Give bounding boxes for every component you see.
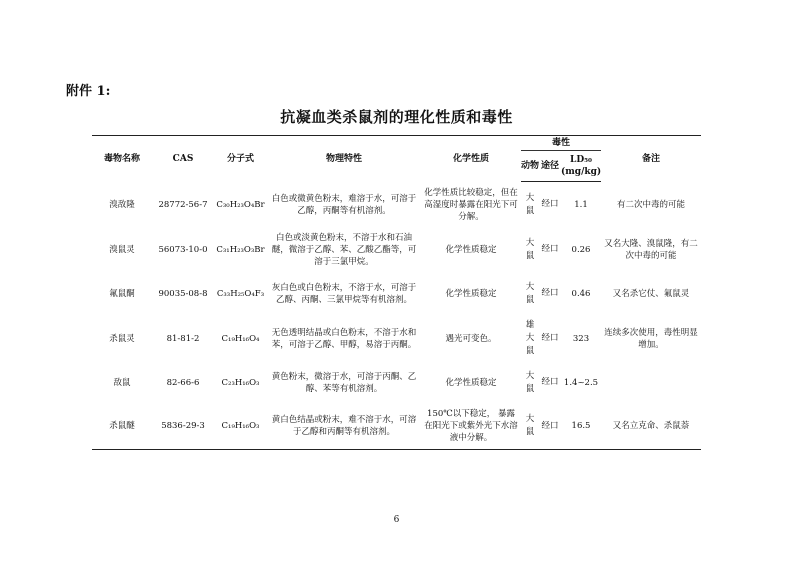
table-row bbox=[92, 228, 701, 272]
header-physical: 物理特性 bbox=[267, 136, 421, 182]
header-ld50: LD₅₀ bbox=[569, 155, 593, 165]
cell-formula: C₁₉H₁₆O₄ bbox=[221, 333, 260, 344]
cell-route: 经口 bbox=[541, 377, 559, 387]
cell-physical: 白色或淡黄色粉末，不溶于水和石油醚，微溶于乙醇、苯、乙酸乙酯等，可溶于三氯甲烷。 bbox=[271, 232, 417, 267]
cell-route: 经口 bbox=[541, 288, 559, 298]
header-animal: 动物 bbox=[521, 151, 539, 182]
cell-chemical: 化学性质稳定 bbox=[445, 244, 497, 255]
cell-route: 经口 bbox=[541, 199, 559, 210]
header-ld50-unit: (mg/kg) bbox=[561, 167, 602, 177]
cell-physical: 灰白色或白色粉末，不溶于水，可溶于乙醇、丙酮、三氯甲烷等有机溶剂。 bbox=[271, 282, 417, 305]
table-row bbox=[92, 404, 701, 450]
cell-animal: 大鼠 bbox=[525, 281, 535, 305]
cell-ld50: 16.5 bbox=[561, 404, 601, 450]
cell-name: 氟鼠酮 bbox=[109, 288, 135, 299]
cell-chemical: 150℃以下稳定， 暴露在阳光下或紫外光下水溶液中分解。 bbox=[421, 404, 521, 450]
cell-formula: C₂₃H₁₆O₃ bbox=[221, 377, 260, 388]
header-cas: CAS bbox=[152, 136, 214, 182]
cell-name: 溴敌隆 bbox=[109, 199, 135, 210]
header-toxicity: 毒性 bbox=[521, 136, 601, 151]
cell-physical: 白色或微黄色粉末，难溶于水，可溶于乙醇，丙酮等有机溶剂。 bbox=[271, 193, 417, 216]
cell-route: 经口 bbox=[539, 404, 561, 450]
cell-chemical: 遇光可变色。 bbox=[445, 333, 497, 344]
table-row bbox=[92, 316, 701, 362]
cell-remarks bbox=[601, 362, 701, 404]
cell-cas: 56073-10-0 bbox=[158, 244, 208, 255]
header-route: 途径 bbox=[539, 151, 561, 182]
cell-route: 经口 bbox=[541, 244, 559, 254]
cell-physical: 黄色粉末，微溶于水，可溶于丙酮、乙醇、苯等有机溶剂。 bbox=[271, 371, 417, 394]
cell-animal: 雄大鼠 bbox=[525, 320, 535, 356]
document-title: 抗凝血类杀鼠剂的理化性质和毒性 bbox=[280, 108, 513, 126]
cell-formula: C₃₃H₂₅O₄F₃ bbox=[216, 288, 265, 299]
cell-cas: 5836-29-3 bbox=[152, 404, 214, 450]
cell-animal: 大鼠 bbox=[525, 370, 535, 394]
cell-chemical: 化学性质稳定 bbox=[445, 288, 497, 299]
header-chemical: 化学性质 bbox=[421, 136, 521, 182]
cell-physical: 黄白色结晶或粉末，难不溶于水，可溶于乙醇和丙酮等有机溶剂。 bbox=[267, 404, 421, 450]
toxicity-table bbox=[92, 135, 701, 450]
cell-chemical: 化学性质稳定 bbox=[445, 377, 497, 388]
cell-formula: C₁₉H₁₆O₃ bbox=[214, 404, 267, 450]
table-row bbox=[92, 272, 701, 316]
cell-ld50: 0.26 bbox=[571, 244, 591, 255]
cell-formula: C₃₀H₂₃O₄Br bbox=[216, 199, 265, 210]
cell-cas: 28772-56-7 bbox=[158, 199, 208, 210]
cell-remarks: 又名立克命、杀鼠萘 bbox=[601, 404, 701, 450]
cell-ld50: 323 bbox=[572, 333, 590, 344]
cell-remarks: 又名大隆、溴鼠隆，有二次中毒的可能 bbox=[604, 238, 698, 261]
cell-ld50: 1.1 bbox=[574, 199, 588, 210]
cell-remarks: 有二次中毒的可能 bbox=[617, 199, 686, 210]
header-remarks: 备注 bbox=[601, 136, 701, 182]
cell-name: 敌鼠 bbox=[113, 377, 131, 388]
table-row bbox=[92, 182, 701, 228]
cell-route: 经口 bbox=[541, 333, 559, 343]
header-row bbox=[92, 136, 701, 151]
header-formula: 分子式 bbox=[214, 136, 267, 182]
cell-cas: 81-81-2 bbox=[166, 333, 200, 344]
header-ld50-cell bbox=[561, 151, 601, 182]
cell-animal: 大鼠 bbox=[521, 404, 539, 450]
cell-name: 溴鼠灵 bbox=[109, 244, 135, 255]
cell-chemical: 化学性质比较稳定，但在高湿度时暴露在阳光下可分解。 bbox=[424, 187, 518, 222]
cell-remarks: 又名杀它仗、氟鼠灵 bbox=[612, 288, 690, 299]
cell-ld50: 0.46 bbox=[571, 288, 591, 299]
cell-animal: 大鼠 bbox=[525, 237, 535, 261]
table-row bbox=[92, 362, 701, 404]
attachment-label: 附件 1: bbox=[66, 84, 111, 99]
cell-name: 杀鼠灵 bbox=[109, 333, 135, 344]
cell-name: 杀鼠醚 bbox=[92, 404, 152, 450]
cell-physical: 无色透明结晶或白色粉末，不溶于水和苯，可溶于乙醇、甲醇，易溶于丙酮。 bbox=[271, 327, 417, 350]
cell-remarks: 连续多次使用，毒性明显增加。 bbox=[604, 327, 698, 350]
cell-formula: C₃₁H₂₃O₃Br bbox=[216, 244, 265, 255]
cell-animal: 大鼠 bbox=[525, 192, 535, 216]
cell-cas: 82-66-6 bbox=[166, 377, 200, 388]
cell-cas: 90035-08-8 bbox=[158, 288, 208, 299]
cell-ld50: 1.4~2.5 bbox=[563, 377, 599, 388]
header-name: 毒物名称 bbox=[92, 136, 152, 182]
page-number: 6 bbox=[393, 515, 400, 525]
